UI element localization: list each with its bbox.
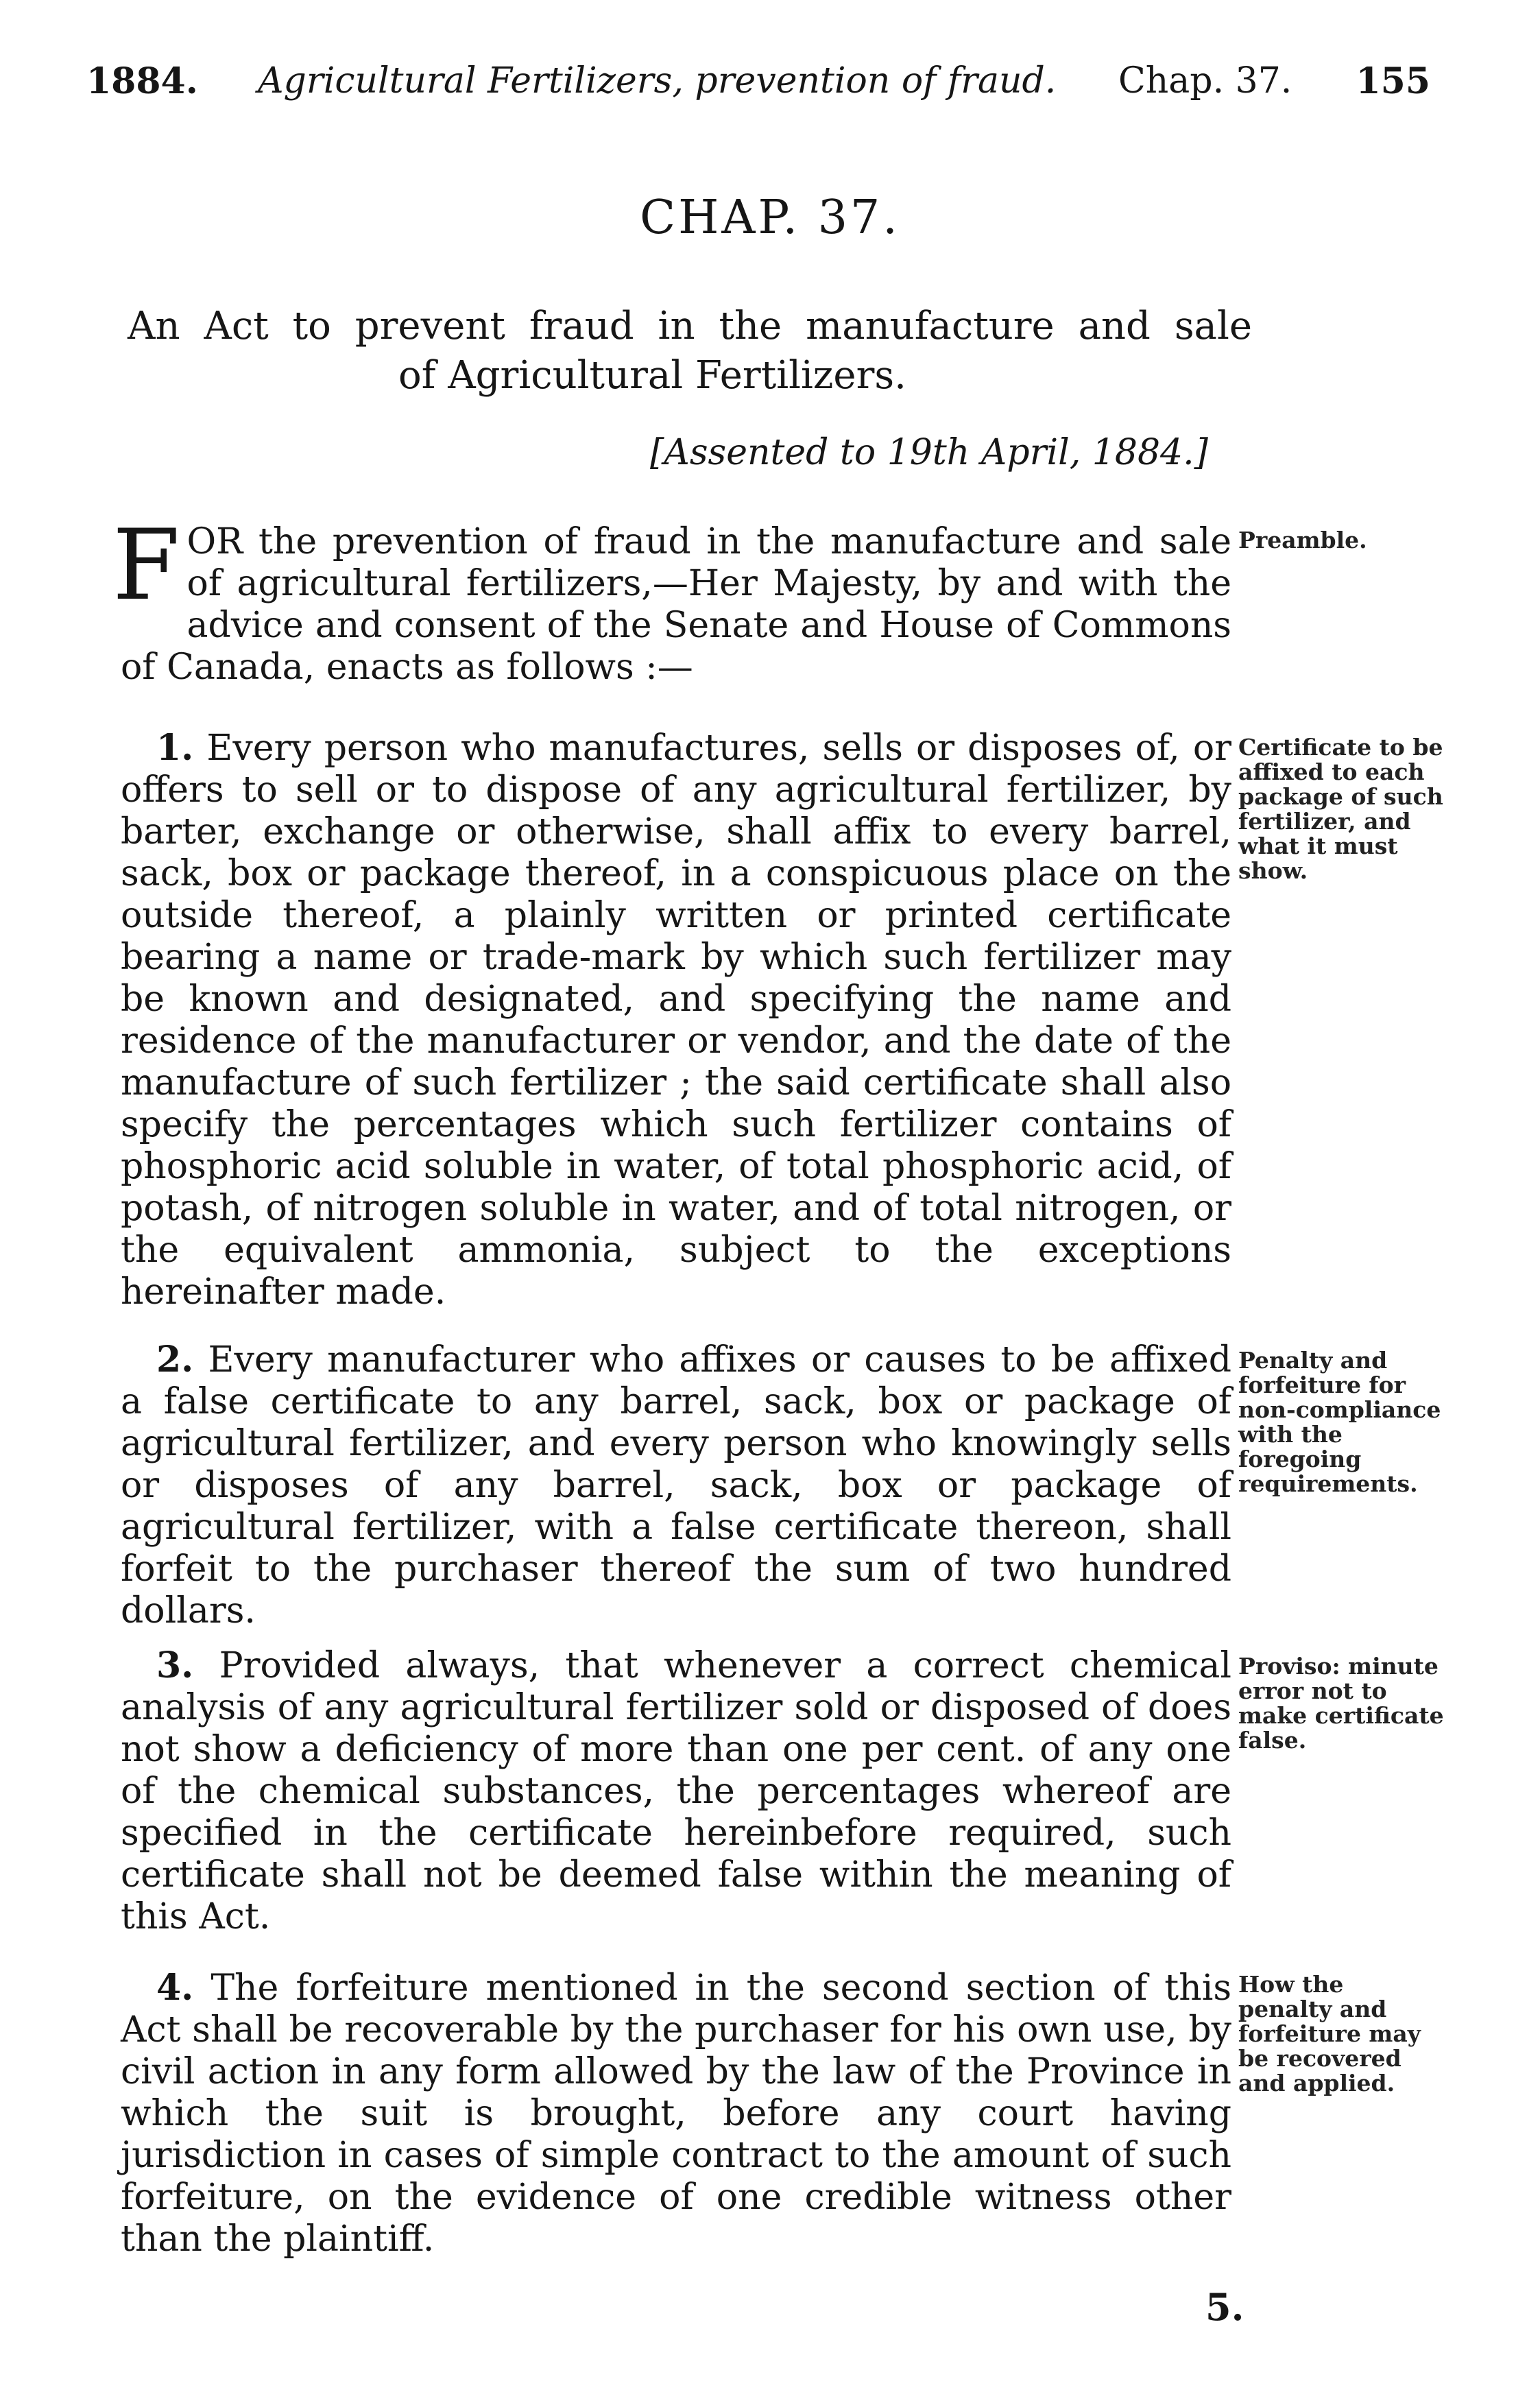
section-2 bbox=[121, 1339, 1231, 1632]
section-4 bbox=[121, 1967, 1231, 2260]
act-title-line-1: An Act to prevent fraud in the manufacture and sale bbox=[128, 304, 1252, 348]
section-number: 4. bbox=[156, 1967, 194, 2009]
section-number: 3. bbox=[156, 1645, 194, 1686]
header-year: 1884. bbox=[86, 60, 198, 102]
marginal-note-preamble: Preamble. bbox=[1238, 527, 1367, 553]
chapter-heading: CHAP. 37. bbox=[640, 191, 900, 245]
marginal-note-section-1: Certificate to be affixed to each package of such fertilizer, and what it must show. bbox=[1238, 734, 1443, 884]
preamble bbox=[112, 509, 1231, 689]
section-3 bbox=[121, 1645, 1231, 1938]
running-header bbox=[86, 60, 1430, 115]
marginal-note-section-2: Penalty and forfeiture for non-compliance with the foregoing requirements. bbox=[1238, 1347, 1441, 1497]
marginal-note-section-4: How the penalty and forfeiture may be recovered and applied. bbox=[1238, 1971, 1421, 2096]
section-1 bbox=[121, 727, 1231, 1313]
page-number: 155 bbox=[1356, 60, 1430, 102]
catchword: 5. bbox=[1205, 2285, 1244, 2329]
header-title: Agricultural Fertilizers, prevention of fraud. bbox=[258, 60, 1057, 101]
drop-cap: F bbox=[112, 509, 180, 622]
section-text: Every person who manufactures, sells or disposes of, or offers to sell or to dispose of any agricultural fertilizer, by barter, exchange or otherwise, shall affix to every barrel, sack, box or package thereof, in a conspicuous place on the outside thereof, a plainly written or printed certificate bearing a name or trade-mark by which such fertilizer may be known and designated, and specifying the name and residence of the manufacturer or vendor, and the date of the manufacture of such fertilizer ; the said certificate shall also specify the percentages which such fertilizer contains of phosphoric acid soluble in water, of total phosphoric acid, of potash, of nitrogen soluble in water, and of total nitrogen, or the equivalent ammonia, subject to the exceptions hereinafter made. bbox=[121, 728, 1232, 1313]
section-text: The forfeiture mentioned in the second section of this Act shall be recoverable by the purchaser for his own use, by civil action in any form allowed by the law of the Province in which the suit is brought, before any court having jurisdiction in cases of simple contract to the amount of such forfeiture, on the evidence of one credible witness other than the plaintiff. bbox=[121, 1968, 1232, 2260]
act-title bbox=[128, 302, 1252, 400]
section-number: 2. bbox=[156, 1339, 194, 1380]
section-text: Provided always, that whenever a correct chemical analysis of any agricultural fertilizer sold or disposed of does not show a deficiency of more than one per cent. of any one of the chemical substances, the percentages whereof are specified in the certificate hereinbefore required, such certificate shall not be deemed false within the meaning of this Act. bbox=[121, 1645, 1232, 1937]
preamble-text: OR the prevention of fraud in the manufacture and sale of agricultural fertilizers,—Her Majesty, by and with the advice and consent of the Senate and House of Commons of Canada, enacts as follows :— bbox=[121, 521, 1231, 688]
assent-date: [Assented to 19th April, 1884.] bbox=[650, 432, 1208, 473]
act-title-line-2: of Agricultural Fertilizers. bbox=[398, 353, 906, 398]
section-number: 1. bbox=[156, 727, 194, 769]
marginal-note-section-3: Proviso: minute error not to make certificate false. bbox=[1238, 1653, 1444, 1754]
header-chapter: Chap. 37. bbox=[1118, 60, 1292, 101]
section-text: Every manufacturer who affixes or causes to be affixed a false certificate to any barrel, sack, box or package of agricultural fertilizer, and every person who knowingly sells or disposes of any barrel, sack, box or package of agricultural fertilizer, with a false certificate thereon, shall forfeit to the purchaser thereof the sum of two hundred dollars. bbox=[121, 1339, 1232, 1631]
